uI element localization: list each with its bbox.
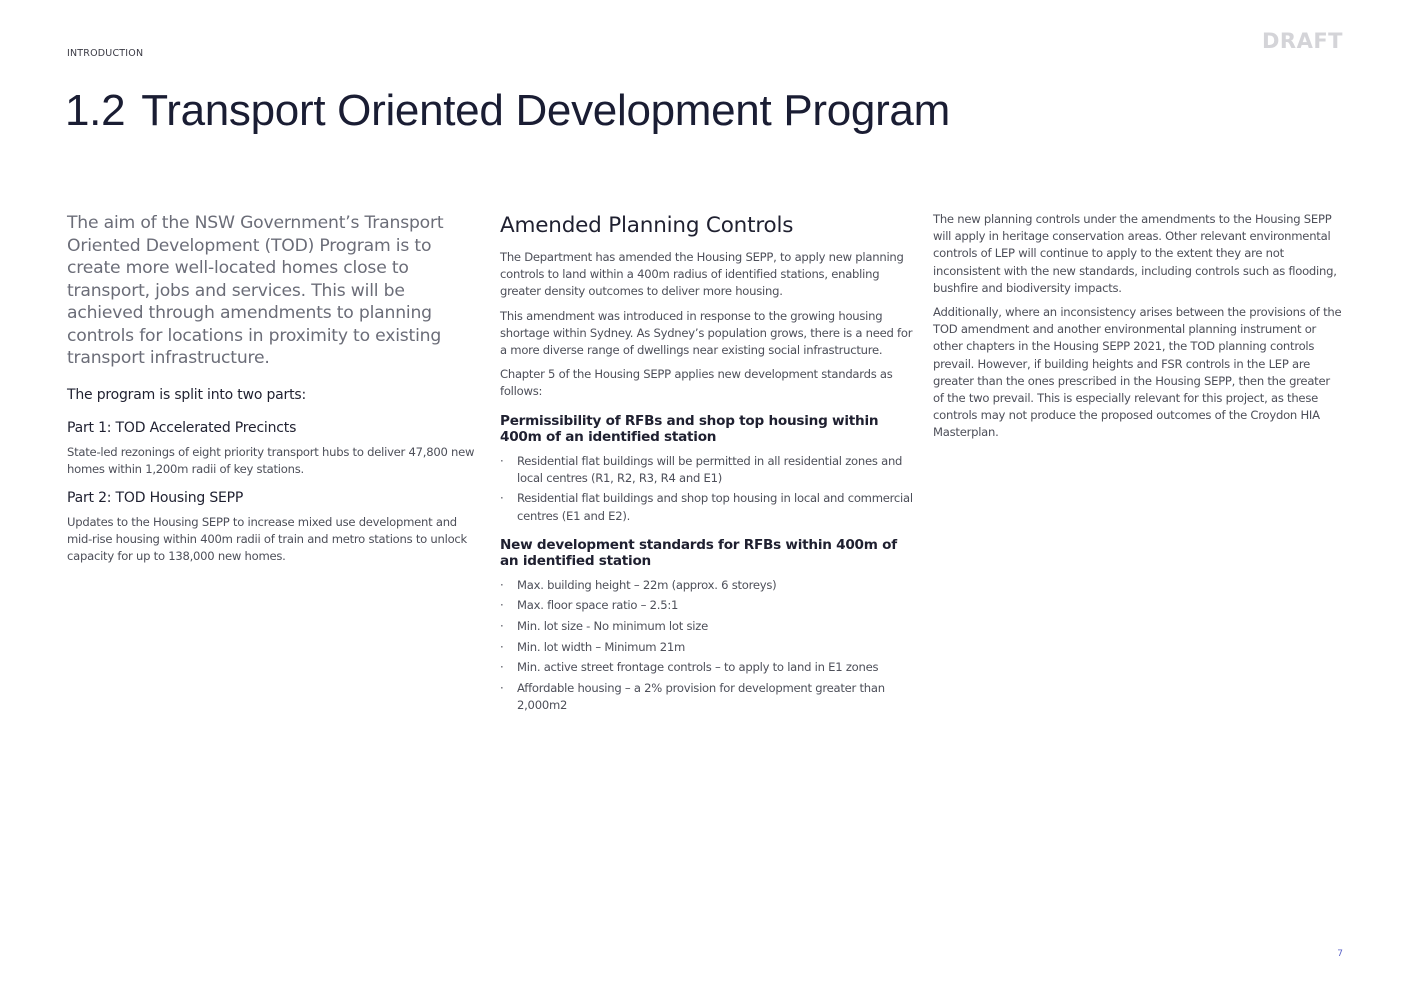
list-item [500,577,915,594]
bullet-icon: · [500,491,504,506]
intro-column [67,212,482,577]
list-item-text: Min. active street frontage controls – to apply to land in E1 zones [517,660,879,675]
bullet-list [500,577,915,714]
list-item-text: Affordable housing – a 2% provision for development greater than 2,000m2 [517,680,885,712]
section-heading: Amended Planning Controls [500,213,794,238]
lead-paragraph: The aim of the NSW Government’s Transport Oriented Development (TOD) Program is to create more well-located homes close to transport, jobs and services. This will be achieved through amendments to planning controls for locations in proximity to existing transport infrastructure. [67,213,444,368]
section-number: 1.2 [65,86,126,135]
part-body: State-led rezonings of eight priority transport hubs to deliver 47,800 new homes within 1,200m radii of key stations. [67,444,475,476]
part-heading: Part 1: TOD Accelerated Precincts [67,419,297,436]
draft-watermark: DRAFT [1261,29,1343,53]
paragraph: Chapter 5 of the Housing SEPP applies new development standards as follows: [500,367,893,399]
list-item-text: Residential flat buildings will be permitted in all residential zones and local centres (R1, R2, R3, R4 and E1) [517,453,903,485]
list-item [500,453,915,487]
page-number: 7 [1337,949,1343,959]
paragraph: This amendment was introduced in response to the growing housing shortage within Sydney. As Sydney’s population grows, there is a need for a more diverse range of dwellings near existing social infrastructure. [500,308,913,358]
list-item [500,490,915,524]
part-body: Updates to the Housing SEPP to increase mixed use development and mid-rise housing within 400m radii of train and metro stations to unlock capacity for up to 138,000 new homes. [67,514,468,564]
paragraph: The new planning controls under the amendments to the Housing SEPP will apply in heritage conservation areas. Other relevant environmental controls of LEP will continue to apply to the extent they are not inconsistent with the new standards, including controls such as flooding, bushfire and biodiversity impacts. [933,212,1337,295]
list-item-text: Min. lot size - No minimum lot size [517,619,708,634]
list-item-text: Max. building height – 22m (approx. 6 storeys) [517,577,777,592]
planning-controls-column [500,212,915,718]
part-1 [67,419,482,478]
list-item [500,680,915,714]
bullet-icon: · [500,680,504,695]
paragraph: The Department has amended the Housing SEPP, to apply new planning controls to land within a 400m radius of identified stations, enabling greater density outcomes to deliver more housing. [500,250,904,299]
list-item [500,659,915,676]
page-title [65,86,950,136]
title-text: Transport Oriented Development Program [141,86,950,135]
bullet-icon: · [500,639,504,654]
bullet-icon: · [500,619,504,634]
list-item-text: Max. floor space ratio – 2.5:1 [517,598,679,613]
heritage-column [933,211,1343,449]
split-intro: The program is split into two parts: [67,386,306,403]
list-item [500,597,915,614]
list-item [500,639,915,656]
part-heading: Part 2: TOD Housing SEPP [67,489,244,506]
list-item [500,618,915,635]
section-label: INTRODUCTION [67,48,144,59]
bullet-icon: · [500,453,504,468]
subsection-heading: New development standards for RFBs within 400m of an identified station [500,536,897,570]
subsection-heading: Permissibility of RFBs and shop top housing within 400m of an identified station [500,412,879,446]
paragraph: Additionally, where an inconsistency arises between the provisions of the TOD amendment and another environmental planning instrument or other chapters in the Housing SEPP 2021, the TOD planning controls prevail. However, if building heights and FSR controls in the LEP are greater than the ones prescribed in the Housing SEPP, then the greater of the two prevail. This is especially relevant for this project, as these controls may not produce the proposed outcomes of the Croydon HIA Masterplan. [933,305,1342,440]
bullet-icon: · [500,660,504,675]
bullet-icon: · [500,598,504,613]
list-item-text: Residential flat buildings and shop top housing in local and commercial centres (E1 and E2). [517,491,913,523]
bullet-icon: · [500,577,504,592]
list-item-text: Min. lot width – Minimum 21m [517,639,686,654]
part-2 [67,489,482,566]
bullet-list [500,453,915,525]
